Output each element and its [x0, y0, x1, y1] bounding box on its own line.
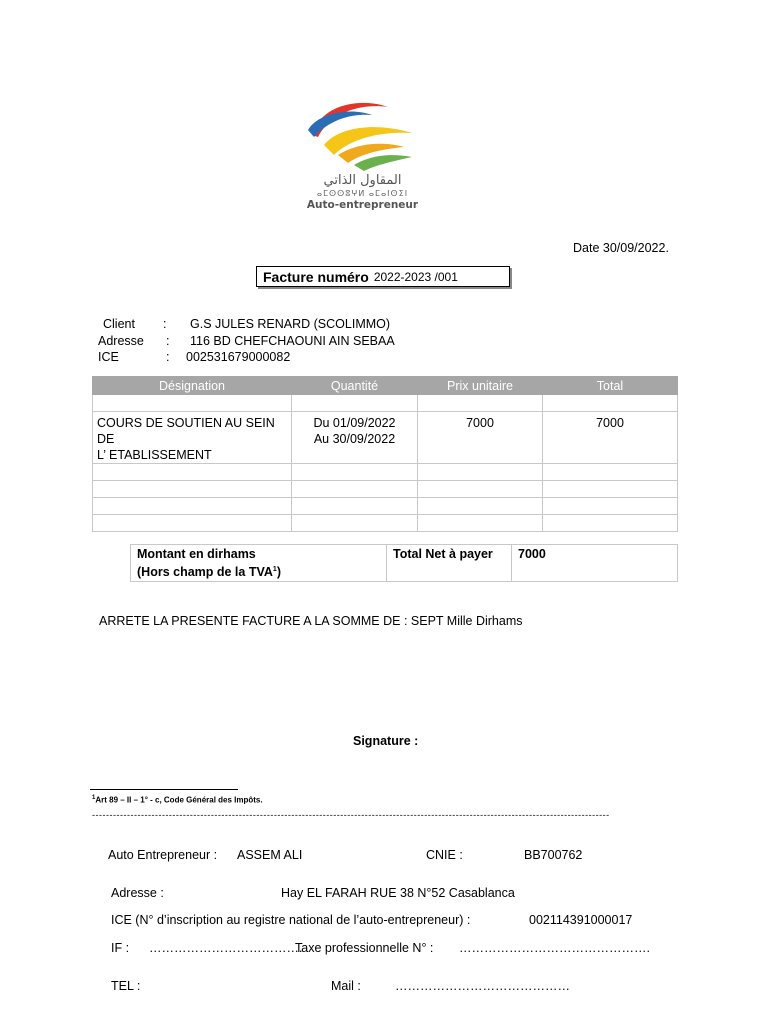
invoice-title-label: Facture numéro — [263, 268, 369, 285]
header-designation: Désignation — [93, 377, 292, 395]
totals-table — [130, 544, 678, 582]
client-address-sep: : — [166, 334, 170, 348]
mail-value: …………………………………… — [395, 979, 570, 993]
net-label: Total Net à payer — [387, 545, 512, 582]
table-row — [93, 515, 678, 532]
client-ice-sep: : — [166, 350, 170, 364]
tel-label: TEL : — [111, 979, 141, 993]
amount-label: Montant en dirhams — [137, 547, 256, 561]
dashed-divider: ---------------------------------------------------------------------------------------------------------------------------------------------------- — [92, 810, 610, 820]
header-total: Total — [543, 377, 678, 395]
table-row — [93, 498, 678, 515]
cell-total: 7000 — [543, 412, 678, 464]
designation-line-1: COURS DE SOUTIEN AU SEIN DE — [97, 416, 275, 446]
taxe-label: Taxe professionnelle N° : — [295, 941, 434, 955]
footer-address-label: Adresse : — [111, 886, 164, 900]
cell-designation — [93, 412, 292, 464]
cell-quantity — [292, 412, 418, 464]
footer-ice-value: 002114391000017 — [529, 913, 633, 927]
invoice-items-table — [92, 376, 678, 532]
header-quantity: Quantité — [292, 377, 418, 395]
amount-cell — [131, 545, 387, 582]
quantity-line-2: Au 30/09/2022 — [313, 432, 396, 446]
hors-champ-label: (Hors champ de la TVA$^1$) — [137, 565, 281, 580]
logo-arabic-text: المقاول الذاتي — [323, 173, 402, 188]
table-row — [93, 395, 678, 412]
logo-french-text: Auto-entrepreneur — [306, 199, 419, 211]
cell-unit-price: 7000 — [418, 412, 543, 464]
logo-swoosh-icon — [300, 95, 425, 173]
arrete-text: ARRETE LA PRESENTE FACTURE A LA SOMME DE : SEPT Mille Dirhams — [99, 614, 523, 628]
footer-ice-label: ICE (N° d’inscription au registre national de l’auto-entrepreneur) : — [111, 913, 471, 927]
net-value: 7000 — [512, 545, 678, 582]
client-label: Client — [103, 317, 135, 331]
invoice-number: 2022-2023 /001 — [373, 269, 458, 284]
logo-tifinagh-text: ⴰⵎⵙⵙⵓⵖⵍ ⴰⵎⴰⵏⵙⵉⵏ — [316, 189, 409, 198]
taxe-value: ………………………………………. — [459, 941, 650, 955]
table-row — [93, 481, 678, 498]
table-row — [93, 412, 678, 464]
if-label: IF : — [111, 941, 130, 955]
designation-line-2: L’ ETABLISSEMENT — [97, 448, 212, 462]
client-value: G.S JULES RENARD (SCOLIMMO) — [190, 317, 391, 331]
ae-label: Auto Entrepreneur : — [108, 848, 218, 862]
client-address-label: Adresse — [98, 334, 144, 348]
client-ice-value: 002531679000082 — [186, 350, 291, 364]
quantity-line-1: Du 01/09/2022 — [313, 416, 396, 430]
invoice-date: Date 30/09/2022. — [573, 241, 669, 255]
client-sep: : — [163, 317, 167, 331]
client-address-value: 116 BD CHEFCHAOUNI AIN SEBAA — [190, 334, 395, 348]
client-ice-label: ICE — [98, 350, 119, 364]
footnote-separator — [90, 789, 238, 790]
auto-entrepreneur-logo — [300, 95, 425, 215]
invoice-title-box — [256, 266, 510, 287]
signature-label: Signature : — [353, 734, 419, 748]
table-row — [93, 464, 678, 481]
header-unit-price: Prix unitaire — [418, 377, 543, 395]
mail-label: Mail : — [331, 979, 361, 993]
cnie-value: BB700762 — [524, 848, 583, 862]
if-value: ………………………………. — [149, 941, 303, 955]
footnote: $^1$Art 89 – II – 1° - c, Code Général des Impôts. — [92, 795, 263, 805]
table-header-row — [93, 377, 678, 395]
footer-address-value: Hay EL FARAH RUE 38 N°52 Casablanca — [281, 886, 515, 900]
ae-value: ASSEM ALI — [237, 848, 303, 862]
cnie-label: CNIE : — [426, 848, 463, 862]
